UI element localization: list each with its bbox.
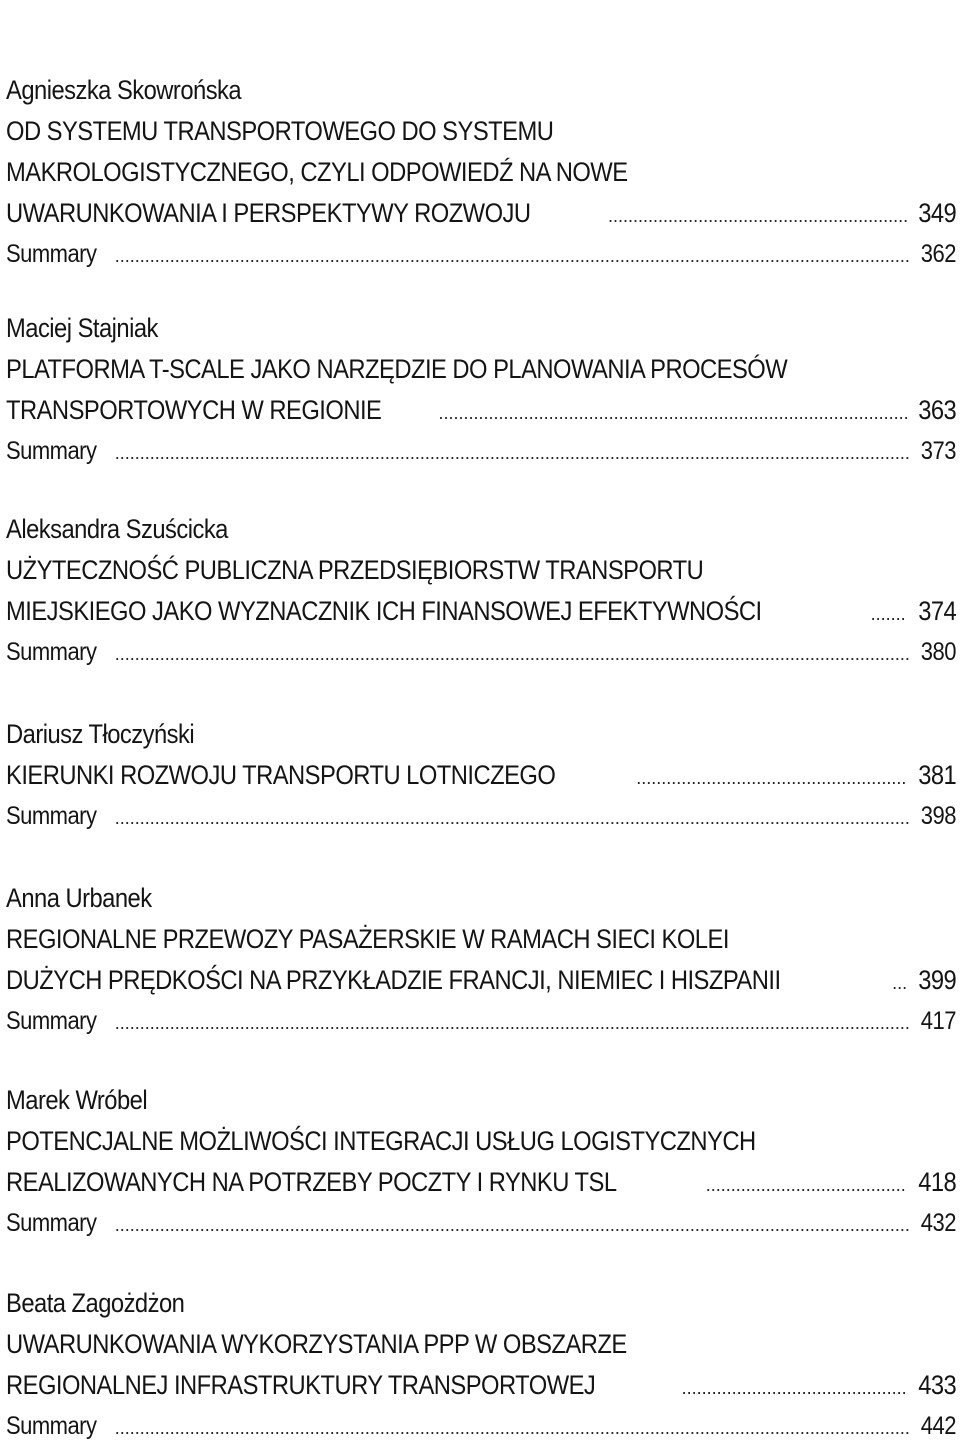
entry-title-last: KIERUNKI ROZWOJU TRANSPORTU LOTNICZEGO <box>6 760 556 790</box>
entry-author: Marek Wróbel <box>6 1085 148 1115</box>
dot-leader <box>871 594 907 635</box>
summary-row <box>6 796 956 837</box>
toc-entry <box>6 70 956 275</box>
toc-entry <box>6 714 956 837</box>
toc-entry <box>6 308 956 472</box>
entry-title-row <box>6 591 956 632</box>
summary-label: Summary <box>6 437 97 465</box>
entry-title-last: REGIONALNEJ INFRASTRUKTURY TRANSPORTOWEJ <box>6 1370 596 1400</box>
entry-title-row <box>6 755 956 796</box>
entry-page-number: 418 <box>917 1167 956 1197</box>
entry-author: Aleksandra Szuścicka <box>6 514 228 544</box>
entry-title-last: MIEJSKIEGO JAKO WYZNACZNIK ICH FINANSOWEJ EFEKTYWNOŚCI <box>6 596 762 626</box>
summary-page-number: 432 <box>920 1209 956 1237</box>
summary-page-number: 398 <box>920 802 956 830</box>
dot-leader <box>115 798 910 839</box>
dot-leader <box>115 634 910 675</box>
summary-page-number: 362 <box>920 240 956 268</box>
dot-leader <box>636 758 906 799</box>
entry-author: Maciej Stajniak <box>6 313 158 343</box>
summary-row <box>6 632 956 673</box>
entry-title-line: REGIONALNE PRZEWOZY PASAŻERSKIE W RAMACH SIECI KOLEI <box>6 924 729 954</box>
entry-title-row <box>6 1365 956 1406</box>
summary-label: Summary <box>6 638 97 666</box>
entry-page-number: 381 <box>917 760 956 790</box>
entry-title-line: UWARUNKOWANIA WYKORZYSTANIA PPP W OBSZARZE <box>6 1329 627 1359</box>
dot-leader <box>115 1003 910 1044</box>
entry-author: Anna Urbanek <box>6 883 152 913</box>
toc-entry <box>6 1080 956 1244</box>
summary-row <box>6 1406 956 1447</box>
summary-label: Summary <box>6 1007 97 1035</box>
summary-row <box>6 431 956 472</box>
entry-title-row <box>6 960 956 1001</box>
summary-page-number: 417 <box>920 1007 956 1035</box>
toc-entry <box>6 878 956 1042</box>
dot-leader <box>115 1408 910 1449</box>
dot-leader <box>682 1368 907 1409</box>
summary-page-number: 373 <box>920 437 956 465</box>
dot-leader <box>439 393 907 434</box>
entry-title-row <box>6 390 956 431</box>
entry-title-line: POTENCJALNE MOŻLIWOŚCI INTEGRACJI USŁUG LOGISTYCZNYCH <box>6 1126 756 1156</box>
summary-row <box>6 1203 956 1244</box>
entry-author: Beata Zagożdżon <box>6 1288 185 1318</box>
summary-page-number: 380 <box>920 638 956 666</box>
summary-label: Summary <box>6 1209 97 1237</box>
summary-label: Summary <box>6 802 97 830</box>
summary-row <box>6 1001 956 1042</box>
dot-leader <box>115 433 910 474</box>
entry-title-line: PLATFORMA T-SCALE JAKO NARZĘDZIE DO PLANOWANIA PROCESÓW <box>6 354 788 384</box>
entry-author: Dariusz Tłoczyński <box>6 719 195 749</box>
entry-page-number: 374 <box>917 596 956 626</box>
dot-leader <box>115 236 910 277</box>
summary-label: Summary <box>6 1412 97 1440</box>
dot-leader <box>608 196 907 237</box>
entry-title-row <box>6 1162 956 1203</box>
entry-title-line: OD SYSTEMU TRANSPORTOWEGO DO SYSTEMU <box>6 116 554 146</box>
entry-title-line: UŻYTECZNOŚĆ PUBLICZNA PRZEDSIĘBIORSTW TRANSPORTU <box>6 555 704 585</box>
entry-page-number: 349 <box>917 198 956 228</box>
toc-entry <box>6 1283 956 1447</box>
dot-leader <box>892 963 907 1004</box>
entry-page-number: 363 <box>917 395 956 425</box>
dot-leader <box>115 1205 910 1246</box>
entry-title-line: MAKROLOGISTYCZNEGO, CZYLI ODPOWIEDŹ NA NOWE <box>6 157 628 187</box>
summary-page-number: 442 <box>920 1412 956 1440</box>
toc-entry <box>6 509 956 673</box>
entry-title-last: DUŻYCH PRĘDKOŚCI NA PRZYKŁADZIE FRANCJI, NIEMIEC I HISZPANII <box>6 965 781 995</box>
dot-leader <box>706 1165 907 1206</box>
entry-title-last: REALIZOWANYCH NA POTRZEBY POCZTY I RYNKU TSL <box>6 1167 617 1197</box>
summary-label: Summary <box>6 240 97 268</box>
entry-title-last: TRANSPORTOWYCH W REGIONIE <box>6 395 382 425</box>
entry-page-number: 433 <box>917 1370 956 1400</box>
entry-title-last: UWARUNKOWANIA I PERSPEKTYWY ROZWOJU <box>6 198 531 228</box>
entry-author: Agnieszka Skowrońska <box>6 75 242 105</box>
entry-page-number: 399 <box>917 965 956 995</box>
entry-title-row <box>6 193 956 234</box>
table-of-contents <box>6 0 956 1440</box>
summary-row <box>6 234 956 275</box>
